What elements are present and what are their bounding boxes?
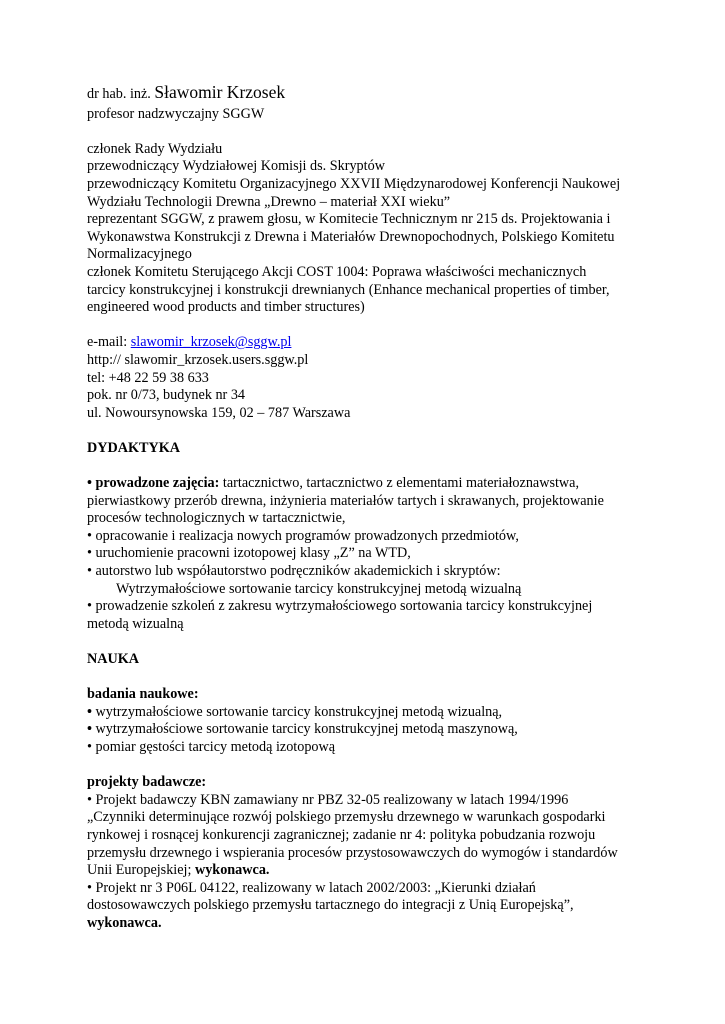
list-item: • uruchomienie pracowni izotopowej klasy „Z” na WTD, (87, 545, 411, 562)
bullet: • (87, 738, 96, 755)
project-line: dostosowawczych polskiego przemysłu tartacznego do integracji z Unią Europejską”, (87, 897, 574, 914)
role-line: Normalizacyjnego (87, 246, 192, 263)
roles-list (87, 141, 647, 317)
address-line: ul. Nowoursynowska 159, 02 – 787 Warszawa (87, 404, 351, 421)
list-item (87, 704, 647, 722)
bullet: • (87, 721, 96, 738)
project-line: przemysłu drzewnego i wspierania procesów przystosowawczych do wymogów i standardów (87, 844, 618, 861)
document-page (87, 84, 647, 933)
role-line: engineered wood products and timber structures) (87, 299, 365, 316)
projects-heading: projekty badawcze: (87, 774, 207, 791)
research-item-text: wytrzymałościowe sortowanie tarcicy konstrukcyjnej metodą maszynową, (95, 721, 518, 738)
project-line: rynkowej i rosnącej konkurencji zagranicznej; zadanie nr 4: polityka pobudzania rozwoju (87, 826, 596, 843)
role-line: Wykonawstwa Konstrukcji z Drewna i Materiałów Drewnopochodnych, Polskiego Komitetu (87, 228, 615, 245)
list-item (87, 739, 647, 757)
section-heading-nauka: NAUKA (87, 651, 140, 667)
list-item: • prowadzenie szkoleń z zakresu wytrzymałościowego sortowania tarcicy konstrukcyjnej (87, 598, 593, 615)
role-line: Wydziału Technologii Drewna „Drewno – materiał XXI wieku” (87, 193, 451, 210)
role-line: przewodniczący Komitetu Organizacyjnego XXVII Międzynarodowej Konferencji Naukowej (87, 175, 621, 192)
list-item-cont: procesów technologicznych w tartacznictwie, (87, 510, 346, 527)
list-item (87, 475, 647, 493)
project-text: Unii Europejskiej; (87, 862, 195, 879)
website-line: http:// slawomir_krzosek.users.sggw.pl (87, 351, 309, 368)
phone-line: tel: +48 22 59 38 633 (87, 369, 209, 386)
research-item-text: wytrzymałościowe sortowanie tarcicy konstrukcyjnej metodą wizualną, (95, 703, 503, 720)
role-line: członek Rady Wydziału (87, 140, 223, 157)
role-line: przewodniczący Wydziałowej Komisji ds. Skryptów (87, 158, 385, 175)
author-line (87, 84, 647, 104)
research-heading: badania naukowe: (87, 686, 199, 703)
email-link[interactable]: slawomir_krzosek@sggw.pl (130, 334, 292, 351)
project-line (87, 862, 647, 880)
classes-label: • prowadzone zajęcia: (87, 475, 220, 492)
projects-list (87, 792, 647, 933)
research-list (87, 704, 647, 757)
list-item (87, 721, 647, 739)
role-line: członek Komitetu Sterującego Akcji COST 1004: Poprawa właściwości mechanicznych (87, 263, 587, 280)
classes-text: tartacznictwo, tartacznictwo z elementami materiałoznawstwa, (219, 475, 580, 492)
author-position: profesor nadzwyczajny SGGW (87, 105, 265, 122)
bullet: • (87, 703, 96, 720)
role-line: reprezentant SGGW, z prawem głosu, w Komitecie Technicznym nr 215 ds. Projektowania i (87, 211, 611, 228)
list-item: • autorstwo lub współautorstwo podręczników akademickich i skryptów: (87, 563, 501, 580)
list-item: • opracowanie i realizacja nowych programów prowadzonych przedmiotów, (87, 527, 519, 544)
list-item-cont: pierwiastkowy przerób drewna, inżynieria materiałów tartych i skrawanych, projektowanie (87, 492, 604, 509)
email-line (87, 334, 647, 352)
section-heading-dydaktyka: DYDAKTYKA (87, 439, 181, 456)
role-line: tarcicy konstrukcyjnej i konstrukcji drewnianych (Enhance mechanical properties of timber, (87, 281, 610, 298)
project-line: „Czynniki determinujące rozwój polskiego przemysłu drzewnego w warunkach gospodarki (87, 809, 606, 826)
author-title-prefix: dr hab. inż. (87, 86, 151, 102)
role-contractor: wykonawca. (194, 862, 270, 879)
room-line: pok. nr 0/73, budynek nr 34 (87, 387, 246, 404)
research-item-text: pomiar gęstości tarcicy metodą izotopową (95, 738, 336, 755)
project-line: • Projekt nr 3 P06L 04122, realizowany w latach 2002/2003: „Kierunki działań (87, 879, 536, 896)
book-title: Wytrzymałościowe sortowanie tarcicy konstrukcyjnej metodą wizualną (116, 580, 522, 597)
author-name: Sławomir Krzosek (154, 82, 286, 102)
role-contractor: wykonawca. (87, 914, 162, 931)
dydaktyka-list (87, 475, 647, 633)
email-label: e-mail: (87, 334, 131, 351)
contact-block (87, 334, 647, 422)
project-line: • Projekt badawczy KBN zamawiany nr PBZ 32-05 realizowany w latach 1994/1996 (87, 791, 569, 808)
list-item-cont: metodą wizualną (87, 615, 184, 632)
